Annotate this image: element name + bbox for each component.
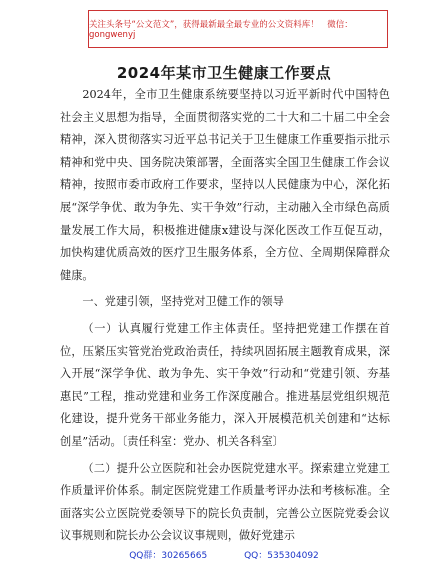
qq-number: QQ：535304092 — [244, 551, 319, 561]
document-title: 2024年某市卫生健康工作要点 — [116, 64, 332, 82]
qq-group: QQ群：30265665 — [129, 551, 208, 561]
section-heading: 一、党建引领，坚持党对卫健工作的领导 — [82, 295, 284, 309]
footer-contacts — [0, 548, 448, 561]
intro-paragraph: 2024年，全市卫生健康系统要坚持以习近平新时代中国特色社会主义思想为指导，全面贯彻落实党的二十大和二十届二中全会精神，深入贯彻落实习近平总书记关于卫生健康工作重要指示批示精神和党中央、国务院决策部署，全面落实全国卫生健康工作会议精神，按照市委市政府工作要求，坚持以人民健康为中心，深化拓展“深学争优、敢为争先、实干争效”行动，主动融入全市绿色高质量发展工作大局，积极推进健康x建设与深化医改工作互促互动，加快构建优质高效的医疗卫生服务体系，全方位、全周期保障群众健康。 — [60, 88, 390, 282]
promo-banner: 关注头条号“公文范文”，获得最新最全最专业的公文资料库！ 微信：gongwenyj — [88, 10, 388, 48]
body-paragraph: （一）认真履行党建工作主体责任。坚持把党建工作摆在首位，压紧压实管党治党政治责任，持续巩固拓展主题教育成果，深入开展“深学争优、敢为争先、实干争效”行动和“党建引领、夯基惠民”工程，推动党建和业务工作深度融合。推进基层党组织规范化建设，提升党务干部业务能力，深入开展模范机关创建和“达标创星”活动。〔责任科室：党办、机关各科室〕 — [60, 321, 390, 448]
body-paragraph: （二）提升公立医院和社会办医院党建水平。探索建立党建工作质量评价体系。制定医院党建工作质量考评办法和考核标准。全面落实公立医院党委领导下的院长负责制，完善公立医院党委会议议事规则和院长办公会议议事规则，做好党建示 — [60, 461, 390, 543]
document-body — [60, 84, 390, 548]
